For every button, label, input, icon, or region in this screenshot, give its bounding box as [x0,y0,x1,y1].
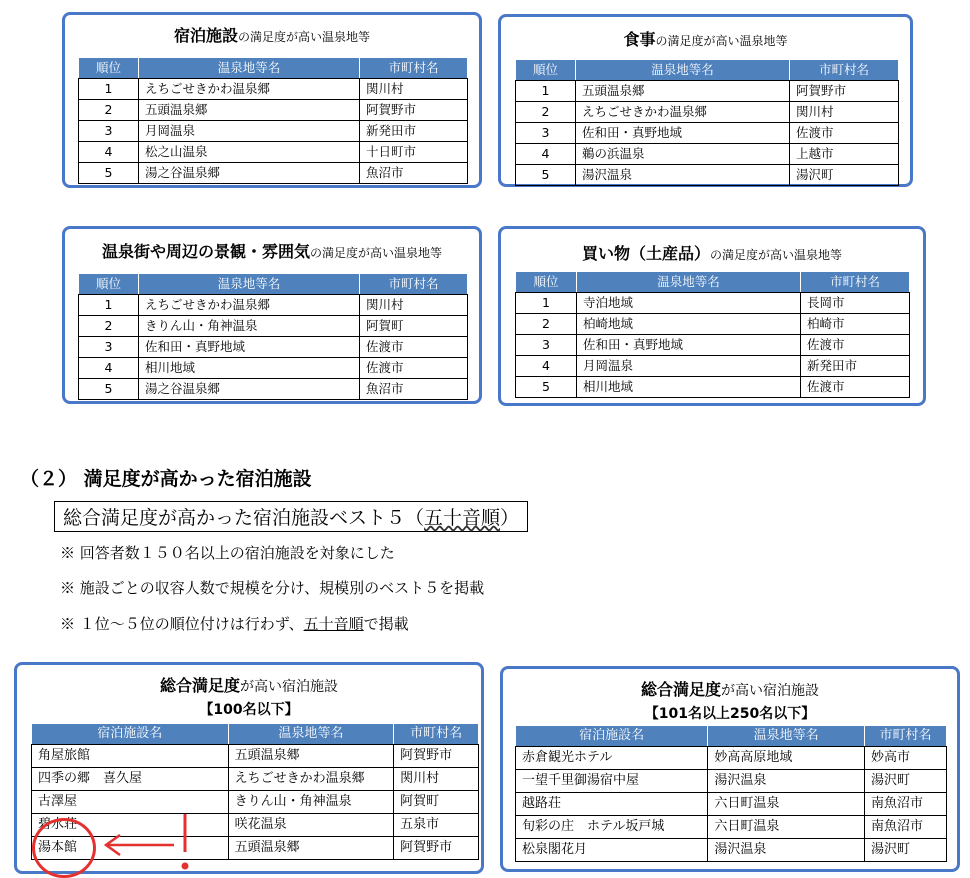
table-cell: 新発田市 [360,121,468,142]
table-row [516,839,947,862]
table-cell: 松之山温泉 [139,142,360,163]
meals-ranking-title: 食事の満足度が高い温泉地等 [623,30,788,49]
table-cell: 月岡温泉 [577,356,801,377]
table-cell: 十日町市 [360,142,468,163]
table-cell: 3 [79,121,139,142]
table-cell: 湯沢温泉 [708,770,865,793]
table-row [516,144,899,165]
table-cell: 関川村 [790,102,899,123]
shopping-ranking-table [515,271,910,398]
lodging-ranking-panel [62,12,482,188]
table-cell: 相川地域 [139,358,360,379]
table-cell: 相川地域 [577,377,801,398]
table-row [79,100,468,121]
table-cell: 湯沢町 [790,165,899,186]
table-row [32,837,479,860]
table-cell: 角屋旅館 [32,745,229,768]
column-header: 温泉地等名 [708,726,865,747]
table-cell: 2 [79,316,139,337]
table-cell: 一望千里御湯宿中屋 [516,770,708,793]
medium-facility-title: 総合満足度が高い宿泊施設 [640,680,819,699]
table-row [516,770,947,793]
shopping-ranking-title: 買い物（土産品）の満足度が高い温泉地等 [581,244,843,263]
small-facility-subtitle: 【100名以下】 [199,702,299,718]
table-cell: 2 [516,102,576,123]
table-cell: きりん山・角神温泉 [139,316,360,337]
note-2: ※ 施設ごとの収容人数で規模を分け、規模別のベスト５を掲載 [60,579,485,597]
table-cell: 碧水荘 [32,814,229,837]
scenery-ranking-panel [62,226,482,404]
table-row [32,791,479,814]
medium-facility-subtitle: 【101名以上250名以下】 [644,706,816,722]
framed-title: 総合満足度が高かった宿泊施設ベスト５（五十音順） [54,501,528,532]
table-row [79,379,468,400]
column-header: 市町村名 [790,60,899,81]
table-cell: 湯之谷温泉郷 [139,379,360,400]
highlight-circle [32,818,96,878]
table-row [516,293,910,314]
column-header: 市町村名 [801,272,910,293]
table-cell: 六日町温泉 [708,816,865,839]
table-header-row [516,272,910,293]
meals-ranking-table [515,59,899,186]
table-cell: 柏崎市 [801,314,910,335]
table-cell: 旬彩の庄 ホテル坂戸城 [516,816,708,839]
small-facility-title: 総合満足度が高い宿泊施設 [159,676,338,695]
column-header: 市町村名 [360,274,468,295]
table-row [79,337,468,358]
table-row [32,745,479,768]
table-cell: 寺泊地域 [577,293,801,314]
table-cell: えちごせきかわ温泉郷 [139,295,360,316]
table-cell: 1 [79,79,139,100]
table-cell: 五頭温泉郷 [576,81,790,102]
medium-facility-table [515,725,947,862]
column-header: 市町村名 [864,726,946,747]
table-cell: 長岡市 [801,293,910,314]
table-cell: 2 [516,314,577,335]
table-cell: 佐和田・真野地域 [577,335,801,356]
table-cell: 3 [516,123,576,144]
column-header: 温泉地等名 [139,58,360,79]
table-row [516,377,910,398]
lodging-ranking-table [78,57,468,184]
table-cell: 五泉市 [394,814,479,837]
scenery-ranking-table [78,273,468,400]
lodging-ranking-title: 宿泊施設の満足度が高い温泉地等 [173,26,371,45]
table-row [516,81,899,102]
note-1: ※ 回答者数１５０名以上の宿泊施設を対象にした [60,544,395,562]
table-cell: 湯本館 [32,837,229,860]
table-cell: 佐渡市 [801,335,910,356]
table-header-row [32,724,479,745]
table-cell: 湯沢町 [864,839,946,862]
table-cell: 3 [516,335,577,356]
table-cell: 新発田市 [801,356,910,377]
table-cell: 魚沼市 [360,379,468,400]
table-cell: 湯沢温泉 [708,839,865,862]
column-header: 温泉地等名 [228,724,394,745]
table-row [516,102,899,123]
table-row [516,816,947,839]
table-cell: えちごせきかわ温泉郷 [228,768,394,791]
table-cell: 2 [79,100,139,121]
table-header-row [516,726,947,747]
table-cell: 1 [516,81,576,102]
table-cell: 鵜の浜温泉 [576,144,790,165]
table-cell: 5 [516,377,577,398]
table-row [32,814,479,837]
table-cell: 阿賀野市 [790,81,899,102]
table-row [79,79,468,100]
table-row [79,121,468,142]
note-3: ※ １位～５位の順位付けは行わず、五十音順で掲載 [60,615,409,633]
column-header: 市町村名 [394,724,479,745]
exclamation-icon [178,812,192,872]
column-header: 順位 [516,60,576,81]
table-cell: 4 [516,144,576,165]
table-cell: 上越市 [790,144,899,165]
table-row [516,314,910,335]
table-cell: 4 [79,358,139,379]
meals-ranking-panel [498,14,913,187]
table-cell: 魚沼市 [360,163,468,184]
table-cell: 松泉閣花月 [516,839,708,862]
table-cell: 越路荘 [516,793,708,816]
table-cell: 関川村 [360,295,468,316]
column-header: 市町村名 [360,58,468,79]
table-cell: 湯之谷温泉郷 [139,163,360,184]
table-header-row [79,274,468,295]
table-cell: 5 [79,163,139,184]
table-cell: 関川村 [360,79,468,100]
column-header: 宿泊施設名 [32,724,229,745]
column-header: 宿泊施設名 [516,726,708,747]
table-cell: 阿賀町 [360,316,468,337]
table-cell: 古澤屋 [32,791,229,814]
table-row [516,123,899,144]
table-cell: 4 [516,356,577,377]
table-cell: 佐渡市 [790,123,899,144]
table-row [79,316,468,337]
table-cell: 佐渡市 [360,358,468,379]
table-cell: きりん山・角神温泉 [228,791,394,814]
section-heading: （２） 満足度が高かった宿泊施設 [20,468,312,490]
table-cell: 阿賀野市 [394,745,479,768]
scenery-ranking-title: 温泉街や周辺の景観・雰囲気の満足度が高い温泉地等 [101,242,443,261]
table-row [32,768,479,791]
table-cell: 阿賀野市 [360,100,468,121]
shopping-ranking-panel [498,226,926,406]
column-header: 温泉地等名 [577,272,801,293]
table-cell: えちごせきかわ温泉郷 [576,102,790,123]
small-facility-table [31,723,479,860]
table-cell: 3 [79,337,139,358]
table-cell: えちごせきかわ温泉郷 [139,79,360,100]
table-cell: 五頭温泉郷 [228,837,394,860]
table-cell: 月岡温泉 [139,121,360,142]
table-cell: 五頭温泉郷 [228,745,394,768]
table-row [79,295,468,316]
table-cell: 関川村 [394,768,479,791]
table-cell: 湯沢温泉 [576,165,790,186]
table-cell: 佐和田・真野地域 [139,337,360,358]
table-cell: 1 [79,295,139,316]
table-cell: 5 [516,165,576,186]
left-arrow-icon [100,833,176,857]
table-cell: 妙高高原地域 [708,747,865,770]
table-cell: 5 [79,379,139,400]
table-row [79,163,468,184]
table-cell: 柏崎地域 [577,314,801,335]
table-row [516,335,910,356]
table-cell: 4 [79,142,139,163]
table-header-row [516,60,899,81]
table-cell: 赤倉観光ホテル [516,747,708,770]
table-cell: 湯沢町 [864,770,946,793]
table-row [79,142,468,163]
table-row [516,165,899,186]
table-cell: 五頭温泉郷 [139,100,360,121]
medium-facility-panel [500,666,960,872]
column-header: 順位 [79,58,139,79]
column-header: 順位 [79,274,139,295]
column-header: 順位 [516,272,577,293]
table-cell: 佐渡市 [801,377,910,398]
table-row [516,747,947,770]
table-cell: 六日町温泉 [708,793,865,816]
table-cell: 南魚沼市 [864,793,946,816]
table-cell: 1 [516,293,577,314]
table-cell: 四季の郷 喜久屋 [32,768,229,791]
column-header: 温泉地等名 [139,274,360,295]
table-cell: 佐渡市 [360,337,468,358]
table-cell: 阿賀野市 [394,837,479,860]
column-header: 温泉地等名 [576,60,790,81]
table-header-row [79,58,468,79]
table-row [79,358,468,379]
table-cell: 妙高市 [864,747,946,770]
table-cell: 阿賀町 [394,791,479,814]
table-row [516,356,910,377]
table-cell: 南魚沼市 [864,816,946,839]
table-row [516,793,947,816]
table-cell: 佐和田・真野地域 [576,123,790,144]
table-cell: 咲花温泉 [228,814,394,837]
